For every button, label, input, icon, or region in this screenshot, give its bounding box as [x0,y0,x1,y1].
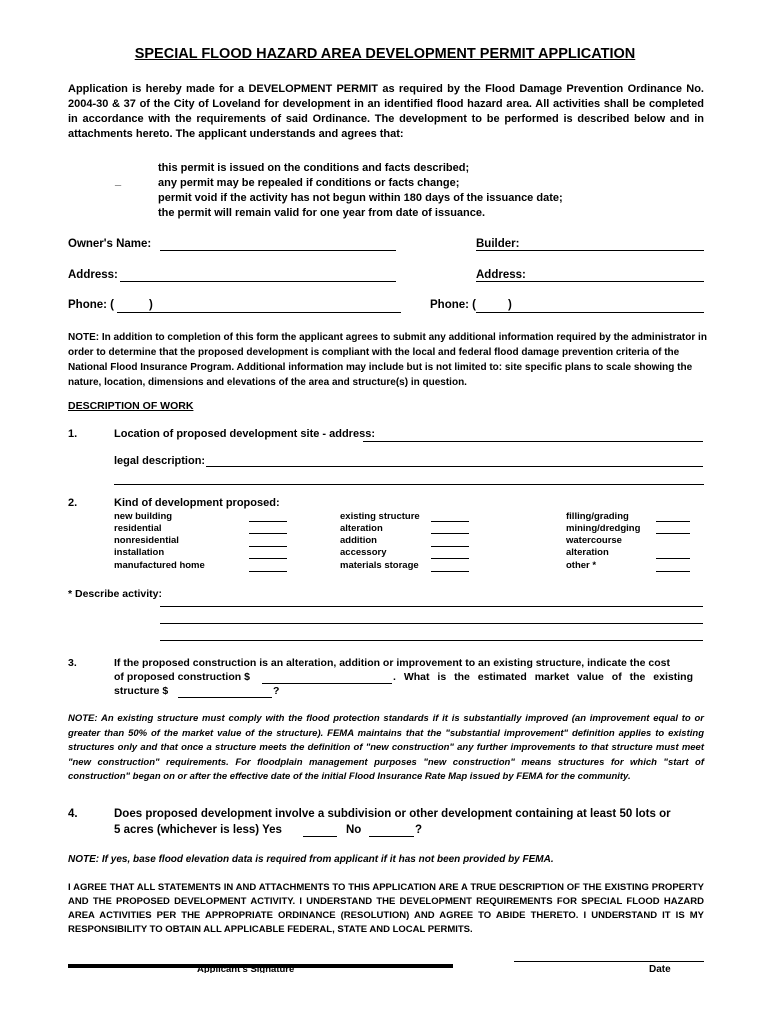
dev-type-other: other * [566,560,597,571]
check-blank[interactable] [656,558,690,559]
owner-address-field[interactable] [120,281,396,282]
owner-name-field[interactable] [160,250,396,251]
date-field[interactable] [514,961,704,962]
item1-number: 1. [68,428,78,440]
dev-type-addition: addition [340,535,377,546]
condition-item: any permit may be repealed if conditions or facts change; [158,177,460,189]
dev-type-manufactured-home: manufactured home [114,560,205,571]
check-blank[interactable] [431,533,469,534]
check-blank[interactable] [249,521,287,522]
condition-item: this permit is issued on the conditions and facts described; [158,162,470,174]
legal-description-field[interactable] [206,466,703,467]
builder-address-field[interactable] [476,281,704,282]
yes-field[interactable] [303,836,337,837]
item3-line1: If the proposed construction is an alteration, addition or improvement to an existing structure, indicate the cost [114,657,670,669]
page-title: SPECIAL FLOOD HAZARD AREA DEVELOPMENT PERMIT APPLICATION [134,46,636,62]
item4-no-label: No [346,824,362,836]
item4-line2a: 5 acres (whichever is less) Yes [114,824,282,836]
dev-type-installation: installation [114,547,165,558]
check-blank[interactable] [249,546,287,547]
describe-activity-label: * Describe activity: [68,588,162,600]
builder-phone-field[interactable] [476,312,704,313]
owner-phone-field[interactable] [117,312,401,313]
cost-field[interactable] [262,683,392,684]
check-blank[interactable] [431,571,469,572]
market-value-field[interactable] [178,697,272,698]
note-substantial-improvement: NOTE: An existing structure must comply with the flood protection standards if it is substantially improved (an improvement equal to or greater than 50% of the market value of the structure). FEMA maintains that the "substantial improvement" definition applies to existing structures only and that once a structure meets the definition of "new construction" any further improvements to that structure must meet "new construction" requirements. For floodplain management purposes "new construction" means structures for which "start of construction" began on or after the effective date of the initial Flood Insurance Rate Map issued by FEMA for the community. [68,713,704,782]
no-field[interactable] [369,836,414,837]
describe-activity-field-2[interactable] [160,623,703,624]
describe-activity-field-3[interactable] [160,640,703,641]
intro-paragraph: Application is hereby made for a DEVELOPMENT PERMIT as required by the Flood Damage Prevention Ordinance No. 2004-30 & 37 of the City of Loveland for development in an identified flood hazard area. All activities shall be completed in accordance with the requirements of said Ordinance. The development to be performed is described below and in attachments hereto. The applicant understands and agrees that: [68,83,704,140]
builder-address-label: Address: [476,269,526,281]
description-heading: DESCRIPTION OF WORK [68,400,194,412]
builder-field[interactable] [476,250,704,251]
location-label: Location of proposed development site - address: [114,428,375,440]
item4-number: 4. [68,808,78,820]
item3-line2b: . What is the estimated market value of the existing [393,671,693,683]
dev-type-materials-storage: materials storage [340,560,419,571]
owner-address-label: Address: [68,269,118,281]
dev-type-new-building: new building [114,511,173,522]
check-blank[interactable] [431,558,469,559]
date-label: Date [649,964,671,975]
dev-type-alteration: alteration [340,523,383,534]
owner-phone-close: ) [149,299,153,311]
dev-type-alteration-2: alteration [566,547,609,558]
item4-line1: Does proposed development involve a subdivision or other development containing at least 50 lots or [114,808,671,820]
note-additional-info: NOTE: In addition to completion of this form the applicant agrees to submit any additional information required by the administrator in order to determine that the proposed development is compliant with the local and federal flood damage prevention criteria of the National Flood Insurance Program. Additional information may include but is not limited to: site specific plans to scale showing the nature, location, dimensions and elevations of the area and structure(s) in question. [68,332,707,388]
condition-item: the permit will remain valid for one year from date of issuance. [158,207,486,219]
kind-heading: Kind of development proposed: [114,497,280,509]
bullet-mark: _ [115,175,122,187]
agreement-statement: I AGREE THAT ALL STATEMENTS IN AND ATTACHMENTS TO THIS APPLICATION ARE A TRUE DESCRIPTION OF THE EXISTING PROPERTY AND THE PROPOSED DEVELOPMENT ACTIVITY. I UNDERSTAND THE DEVELOPMENT REQUIREMENTS FOR SPECIAL FLOOD HAZARD AREA ACTIVITIES PER THE APPROPRIATE ORDINANCE (RESOLUTION) AND AGREE TO ABIDE THERETO. I UNDERSTAND IT IS MY RESPONSIBILITY TO OBTAIN ALL APPLICABLE FEDERAL, STATE AND LOCAL PERMITS. [68,882,704,935]
check-blank[interactable] [249,571,287,572]
item4-question-mark: ? [415,824,423,836]
dev-type-watercourse: watercourse [566,535,622,546]
item3-line2a: of proposed construction $ [114,671,250,683]
builder-label: Builder: [476,238,520,250]
legal-description-field-2[interactable] [114,484,704,485]
item3-line3a: structure $ [114,685,169,697]
item3-number: 3. [68,657,77,669]
builder-phone-close: ) [508,299,512,311]
owner-phone-label: Phone: ( [68,299,114,311]
item3-line3b: ? [273,685,280,697]
check-blank[interactable] [656,533,690,534]
check-blank[interactable] [249,533,287,534]
describe-activity-field[interactable] [160,606,703,607]
builder-phone-label: Phone: ( [430,299,476,311]
dev-type-nonresidential: nonresidential [114,535,179,546]
dev-type-mining-dredging: mining/dredging [566,523,641,534]
dev-type-accessory: accessory [340,547,387,558]
condition-item: permit void if the activity has not begun within 180 days of the issuance date; [158,192,563,204]
check-blank[interactable] [656,571,690,572]
check-blank[interactable] [656,521,690,522]
check-blank[interactable] [249,558,287,559]
dev-type-residential: residential [114,523,162,534]
dev-type-existing-structure: existing structure [340,511,420,522]
owner-name-label: Owner's Name: [68,238,152,250]
item2-number: 2. [68,497,78,509]
check-blank[interactable] [431,546,469,547]
legal-description-label: legal description: [114,455,206,467]
check-blank[interactable] [431,521,469,522]
signature-label: Applicant's Signature [197,965,295,973]
note-base-flood: NOTE: If yes, base flood elevation data is required from applicant if it has not been provided by FEMA. [68,854,554,865]
dev-type-filling-grading: filling/grading [566,511,629,522]
location-field[interactable] [363,441,703,442]
